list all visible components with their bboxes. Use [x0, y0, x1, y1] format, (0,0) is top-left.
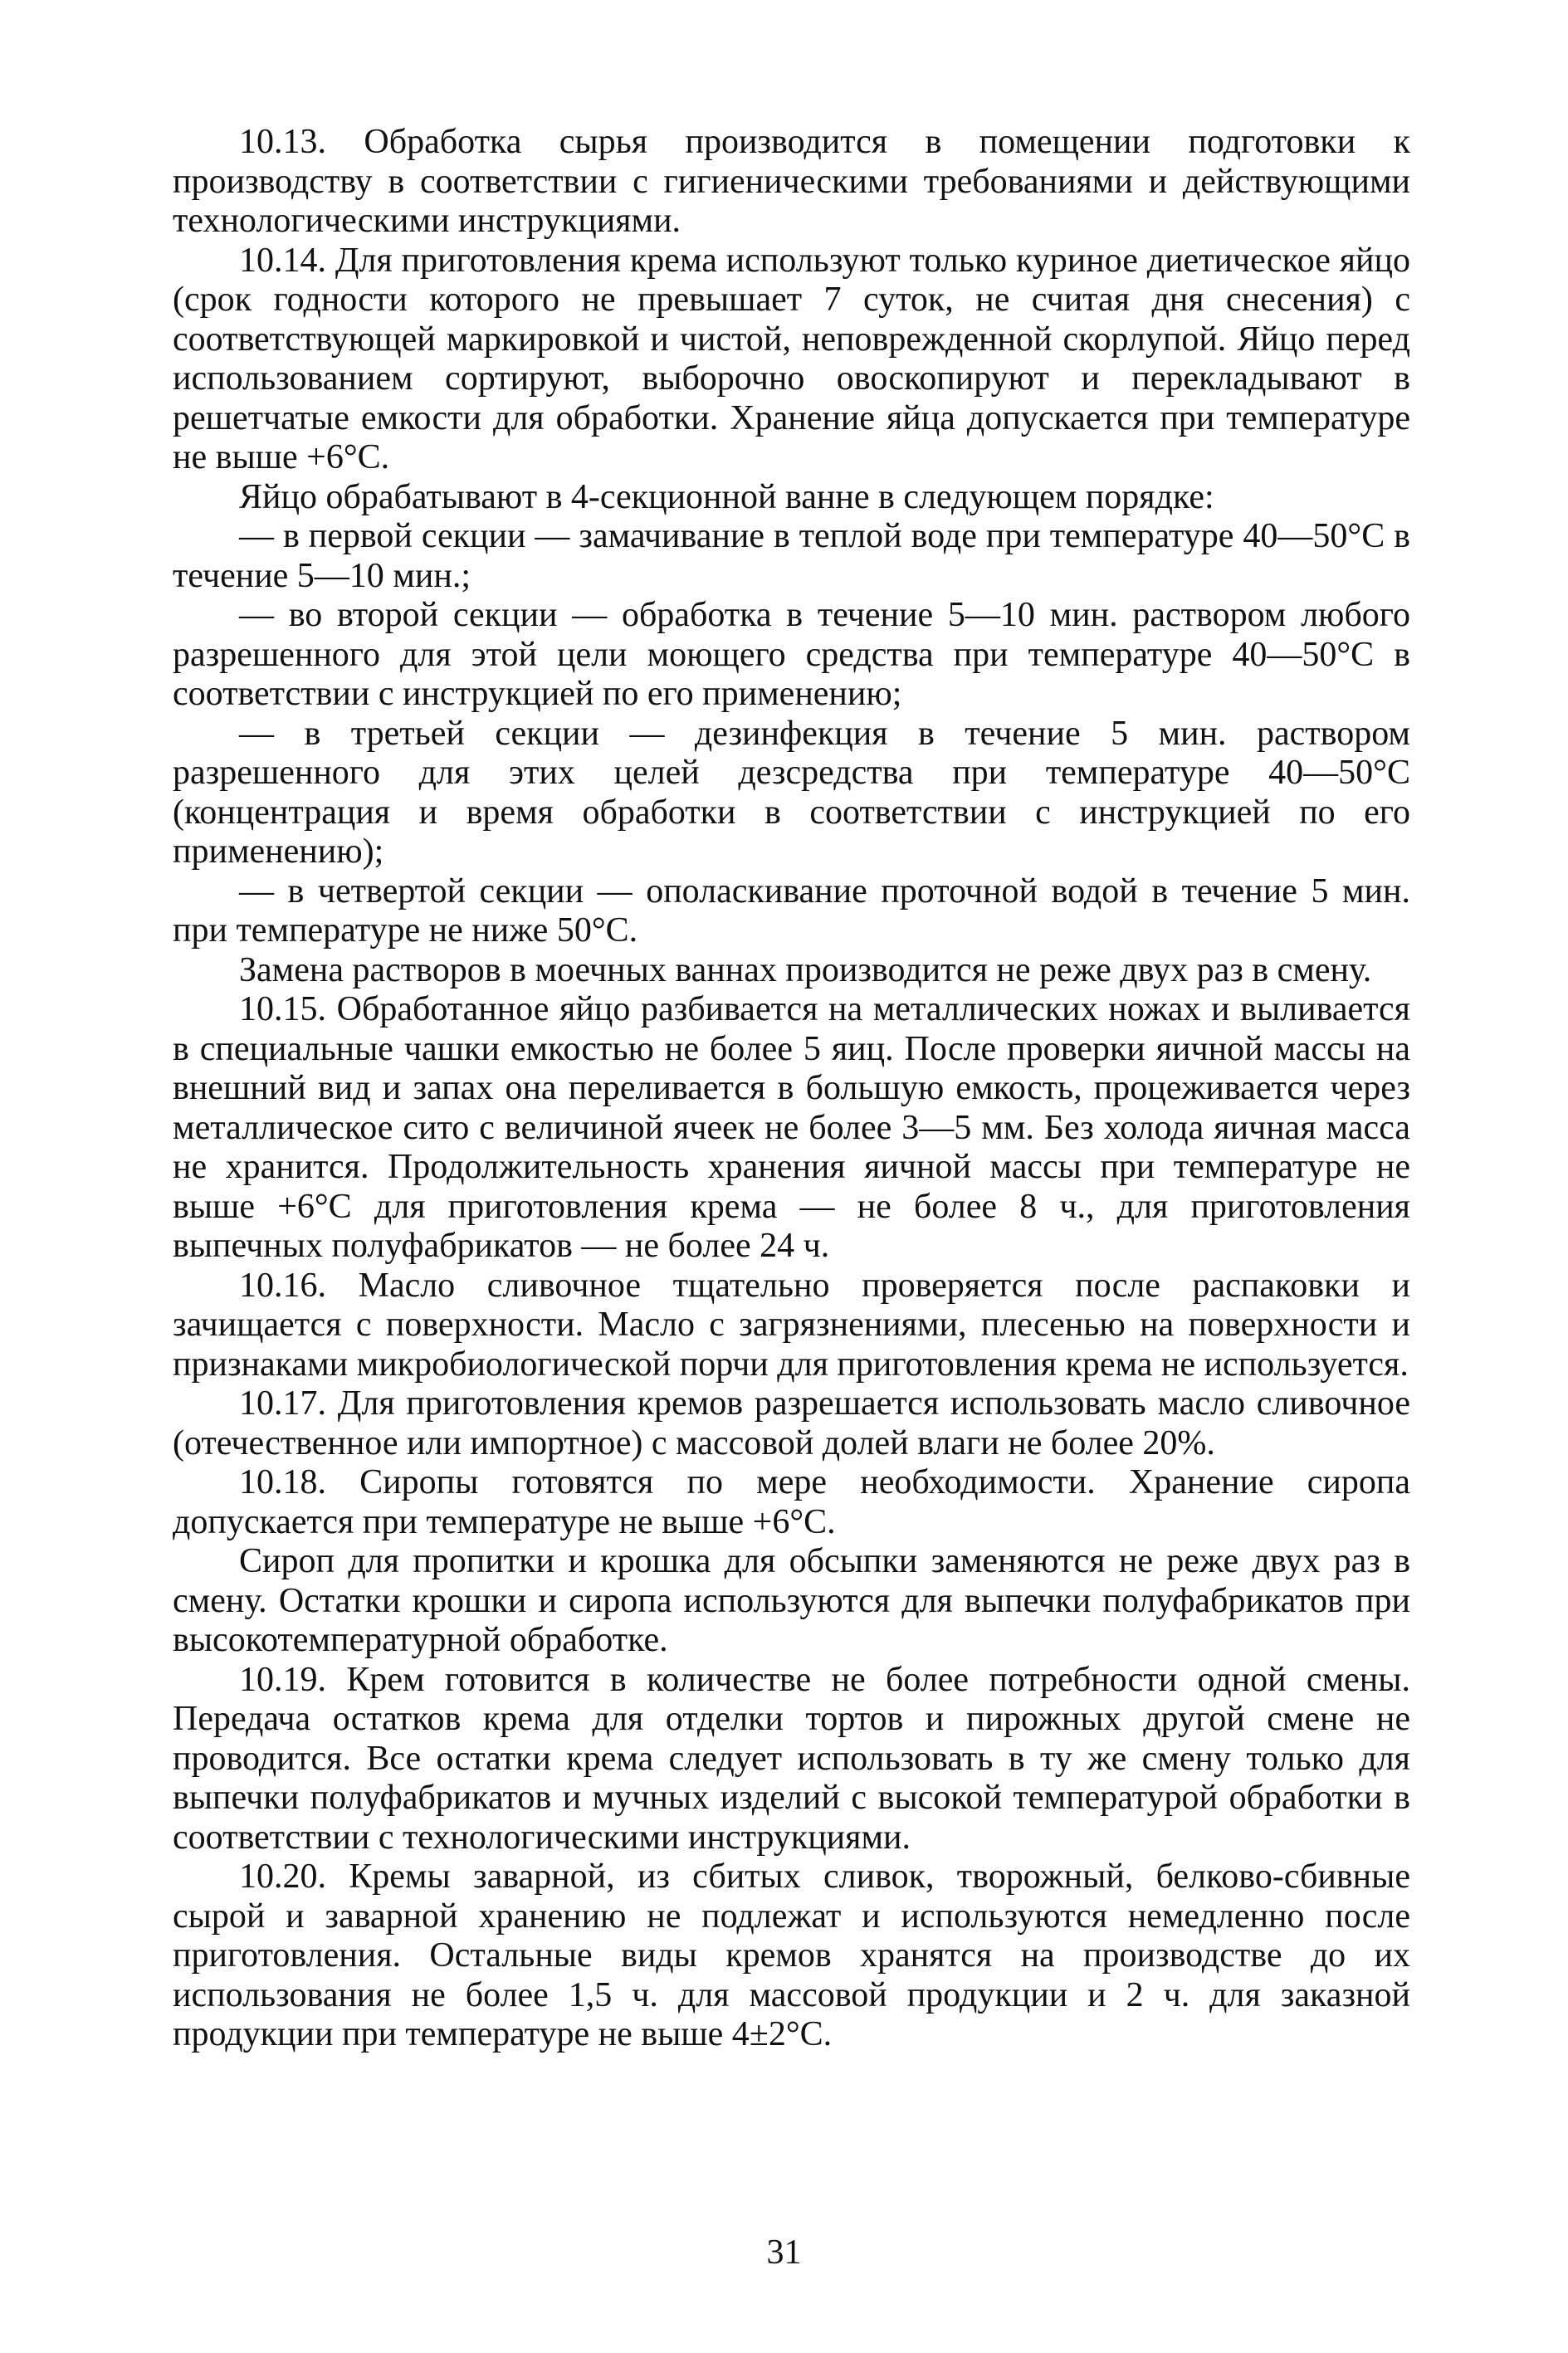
- list-item-second-section: — во второй секции — обработка в течение 5—10 мин. раствором любого разрешенного для этой цели моющего средства при температуре 40—50°С в соответствии с инструкцией по его применению;: [173, 596, 1410, 713]
- paragraph-solution-replacement: Замена растворов в моечных ваннах производится не реже двух раз в смену.: [239, 950, 1372, 989]
- page-number: 31: [766, 2233, 802, 2272]
- paragraph-egg-procedure-intro: Яйцо обрабатывают в 4-секционной ванне в следующем порядке:: [239, 477, 1214, 516]
- paragraph-10-14: 10.14. Для приготовления крема используют только куриное диетическое яйцо (срок годности которого не превышает 7 суток, не считая дня снесения) с соответствующей маркировкой и чистой, неповрежденной скорлупой. Яйцо перед использованием сортируют, выборочно овоскопируют и перекладывают в решетчатые емкости для обработки. Хранение яйца допускается при температуре не выше +6°С.: [173, 241, 1410, 476]
- paragraph-10-17: 10.17. Для приготовления кремов разрешается использовать масло сливочное (отечественное или импортное) с массовой долей влаги не более 20%.: [173, 1384, 1410, 1462]
- list-item-fourth-section: — в четвертой секции — ополаскивание проточной водой в течение 5 мин. при температуре не ниже 50°С.: [173, 871, 1410, 949]
- list-item-first-section: — в первой секции — замачивание в теплой воде при температуре 40—50°С в течение 5—10 мин.;: [173, 517, 1410, 595]
- list-item-third-section: — в третьей секции — дезинфекция в течение 5 мин. раствором разрешенного для этих целей дезсредства при температуре 40—50°С (концентрация и время обработки в соответствии с инструкцией по его применению);: [173, 714, 1410, 871]
- paragraph-10-19: 10.19. Крем готовится в количестве не более потребности одной смены. Передача остатков крема для отделки тортов и пирожных другой смене не проводится. Все остатки крема следует использовать в ту же смену только для выпечки полуфабрикатов и мучных изделий с высокой температурой обработки в соответствии с технологическими инструкциями.: [173, 1660, 1410, 1857]
- paragraph-10-15: 10.15. Обработанное яйцо разбивается на металлических ножах и выливается в специальные чашки емкостью не более 5 яиц. После проверки яичной массы на внешний вид и запах она переливается в большую емкость, процеживается через металлическое сито с величиной ячеек не более 3—5 мм. Без холода яичная масса не хранится. Продолжительность хранения яичной массы при температуре не выше +6°С для приготовления крема — не более 8 ч., для приготовления выпечных полуфабрикатов — не более 24 ч.: [173, 990, 1410, 1265]
- paragraph-10-13: 10.13. Обработка сырья производится в помещении подготовки к производству в соответствии с гигиеническими требованиями и действующими технологическими инструкциями.: [173, 123, 1410, 240]
- body-text: [173, 123, 1410, 2055]
- paragraph-syrup-crumbs: Сироп для пропитки и крошка для обсыпки заменяются не реже двух раз в смену. Остатки крошки и сиропа используются для выпечки полуфабрикатов при высокотемпературной обработке.: [173, 1542, 1410, 1659]
- paragraph-10-20: 10.20. Кремы заварной, из сбитых сливок, творожный, белково-сбивные сырой и заварной хранению не подлежат и используются немедленно после приготовления. Остальные виды кремов хранятся на производстве до их использования не более 1,5 ч. для массовой продукции и 2 ч. для заказной продукции при температуре не выше 4±2°С.: [173, 1858, 1410, 2053]
- paragraph-10-18: 10.18. Сиропы готовятся по мере необходимости. Хранение сиропа допускается при температуре не выше +6°С.: [173, 1463, 1410, 1541]
- paragraph-10-16: 10.16. Масло сливочное тщательно проверяется после распаковки и зачищается с поверхности. Масло с загрязнениями, плесенью на поверхности и признаками микробиологической порчи для приготовления крема не используется.: [173, 1266, 1410, 1384]
